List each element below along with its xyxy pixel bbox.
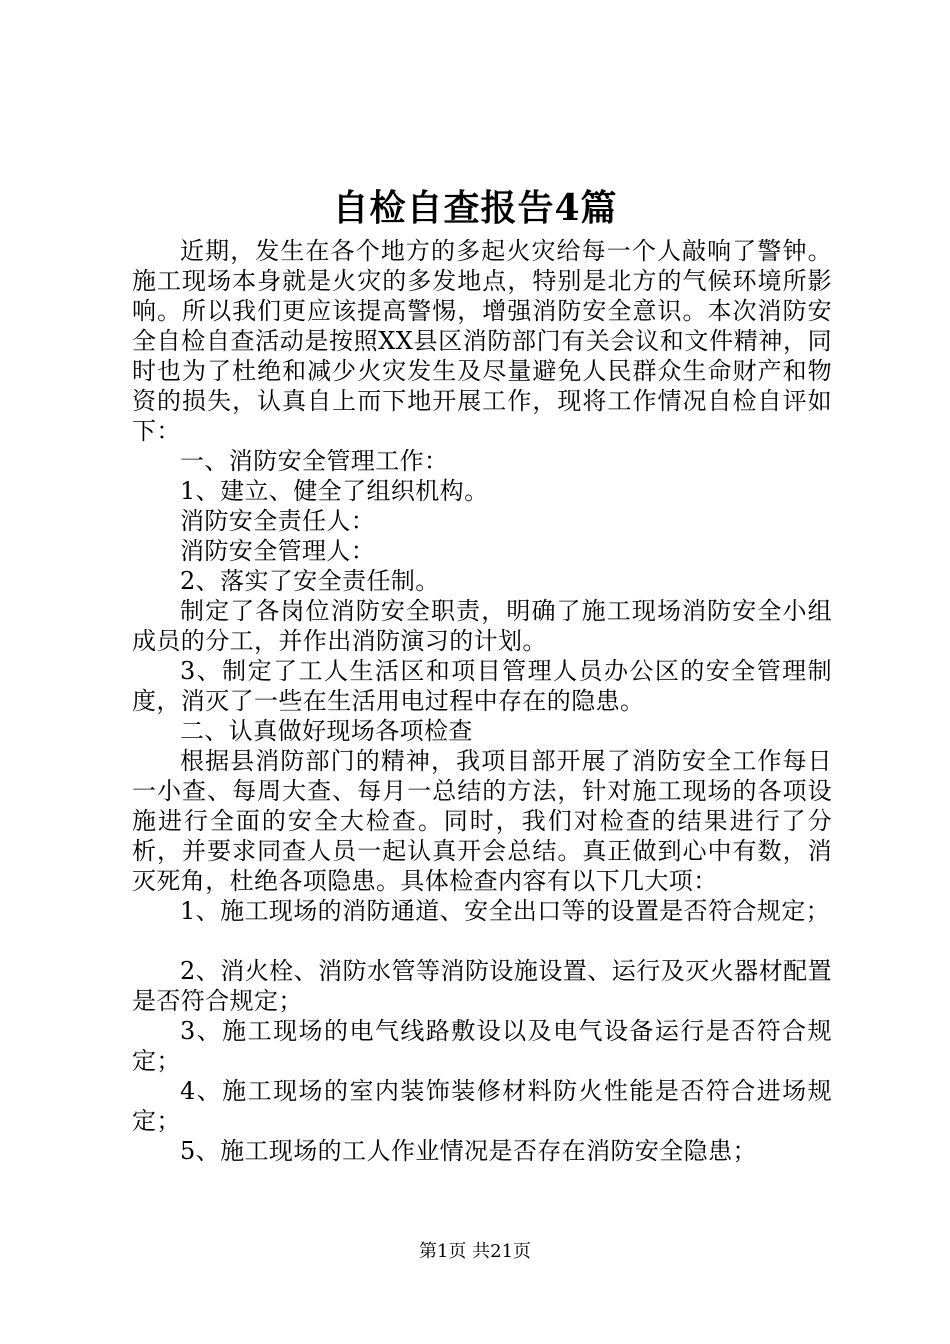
paragraph: 一、消防安全管理工作： (180, 447, 449, 475)
paragraph: 消防安全责任人： (180, 507, 376, 535)
paragraph: 3、制定了工人生活区和项目管理人员办公区的安全管理制度，消灭了一些在生活用电过程中存在的隐患。 (132, 657, 832, 715)
paragraph: 2、落实了安全责任制。 (180, 567, 440, 595)
paragraph: 近期，发生在各个地方的多起火灾给每一个人敲响了警钟。施工现场本身就是火灾的多发地点，特别是北方的气候环境所影响。所以我们更应该提高警惕，增强消防安全意识。本次消防安全自检自查活动是按照XX县区消防部门有关会议和文件精神，同时也为了杜绝和减少火灾发生及尽量避免人民群众生命财产和物资的损失，认真自上而下地开展工作，现将工作情况自检自评如下： (132, 237, 832, 445)
document-body (132, 236, 832, 1166)
paragraph: 消防安全管理人： (180, 537, 376, 565)
paragraph: 3、施工现场的电气线路敷设以及电气设备运行是否符合规定； (132, 1017, 832, 1075)
page-footer: 第1页 共21页 (418, 1241, 532, 1262)
paragraph: 2、消火栓、消防水管等消防设施设置、运行及灭火器材配置是否符合规定； (132, 957, 832, 1015)
document-title: 自检自查报告4篇 (332, 187, 618, 229)
paragraph: 5、施工现场的工人作业情况是否存在消防安全隐患； (180, 1137, 757, 1165)
paragraph: 二、认真做好现场各项检查 (180, 717, 473, 745)
paragraph: 制定了各岗位消防安全职责，明确了施工现场消防安全小组成员的分工，并作出消防演习的计划。 (132, 597, 832, 655)
paragraph: 4、施工现场的室内装饰装修材料防火性能是否符合进场规定； (132, 1077, 832, 1135)
paragraph: 根据县消防部门的精神，我项目部开展了消防安全工作每日一小查、每周大查、每月一总结的方法，针对施工现场的各项设施进行全面的安全大检查。同时，我们对检查的结果进行了分析，并要求同查人员一起认真开会总结。真正做到心中有数，消灭死角，杜绝各项隐患。具体检查内容有以下几大项： (132, 747, 832, 895)
paragraph: 1、施工现场的消防通道、安全出口等的设置是否符合规定； (180, 897, 831, 925)
paragraph: 1、建立、健全了组织机构。 (180, 477, 489, 505)
